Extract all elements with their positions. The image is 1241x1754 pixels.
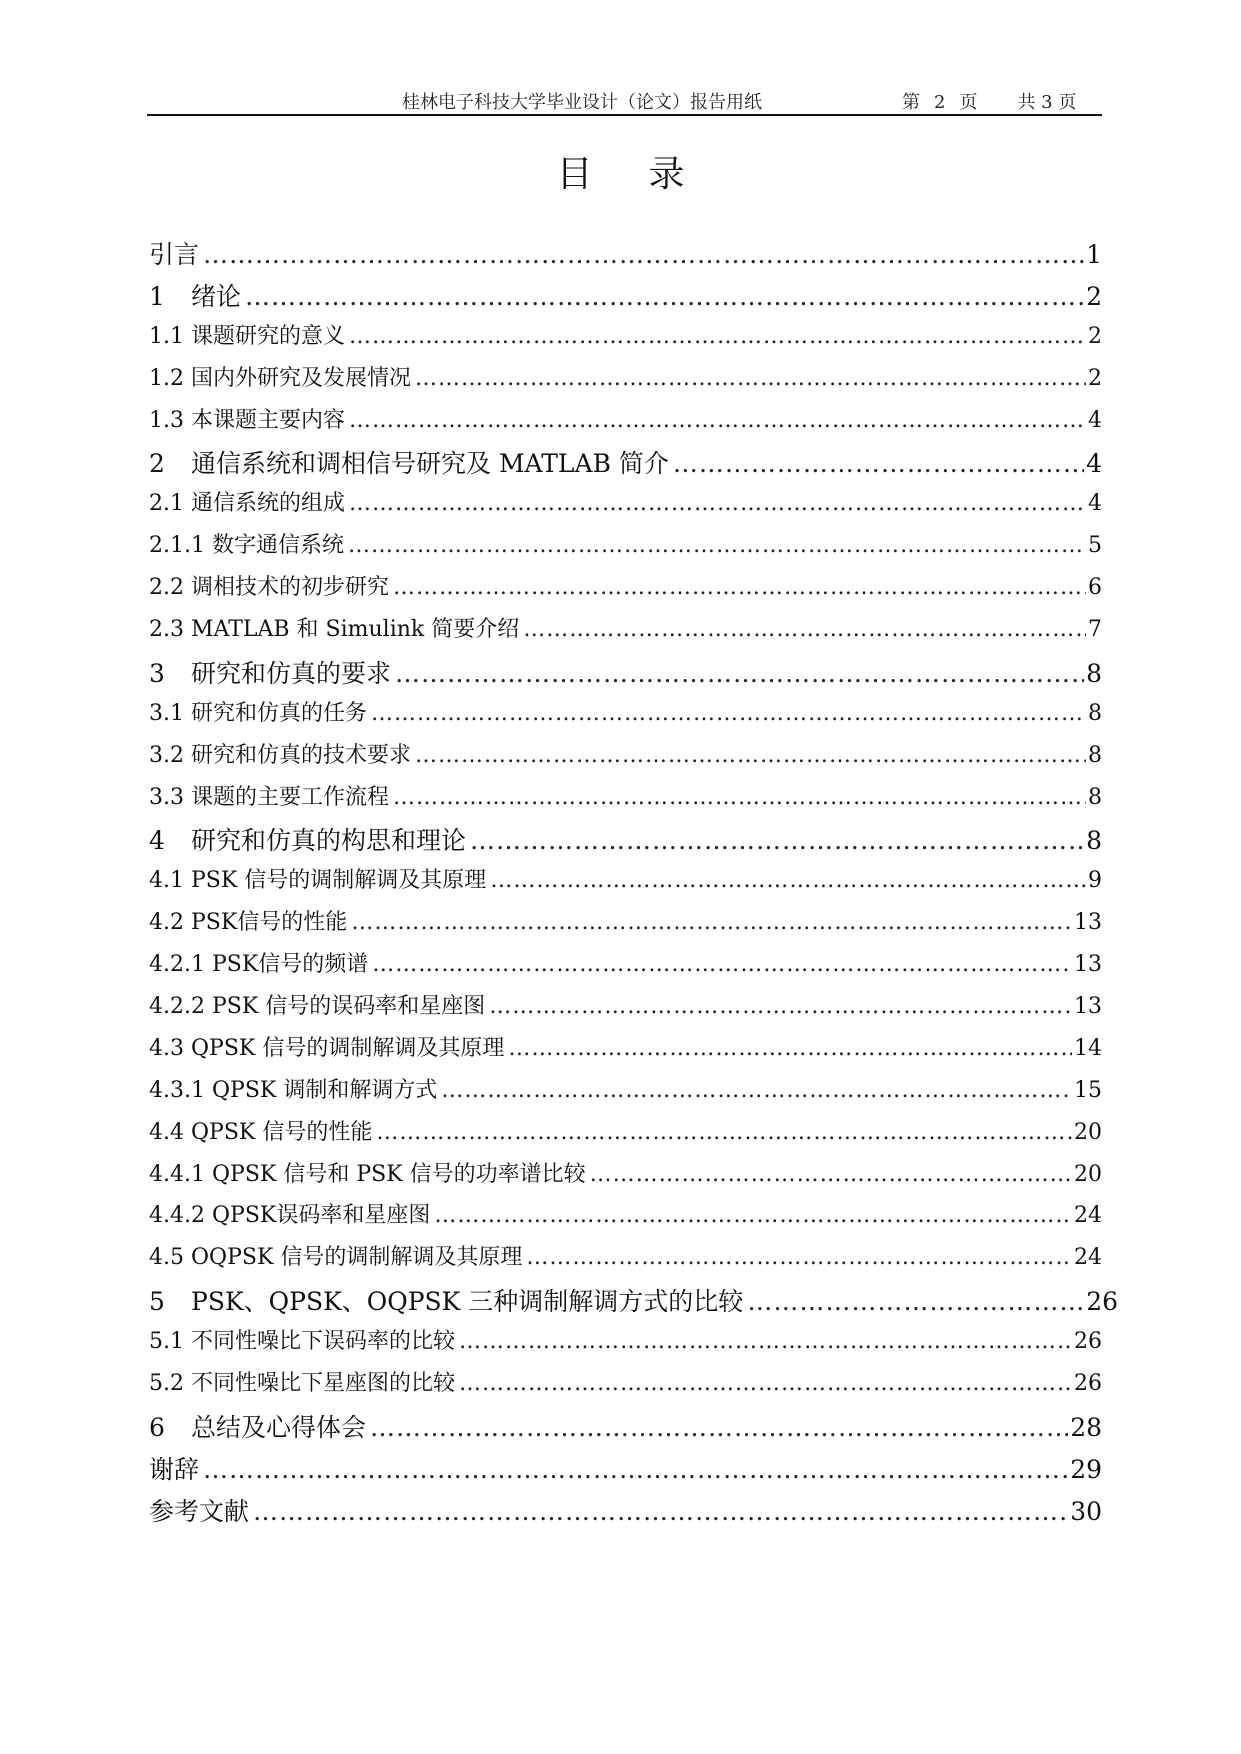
toc-entry[interactable] (149, 1198, 1102, 1240)
toc-entry-label (149, 1157, 590, 1188)
toc-entry-number: 5 (149, 1287, 165, 1317)
toc-entry-label (149, 403, 349, 434)
school-title: 桂林电子科技大学毕业设计（论文）报告用纸 (402, 92, 762, 113)
toc-entry-title: QPSK 信号的调制解调及其原理 (191, 1035, 505, 1061)
toc-entry-label (149, 1366, 459, 1397)
page-suffix: 页 (959, 92, 978, 113)
dot-leader (590, 1162, 1072, 1187)
toc-entry[interactable] (149, 821, 1102, 863)
dot-leader (393, 575, 1086, 600)
toc-entry-label (149, 780, 393, 811)
toc-entry[interactable] (149, 612, 1102, 654)
toc-entry-number: 4.2.1 (149, 952, 205, 978)
toc-entry-title: 研究和仿真的任务 (191, 700, 368, 726)
toc-entry[interactable] (149, 1366, 1102, 1408)
toc-entry-number: 2.2 (149, 575, 184, 601)
dot-leader (372, 952, 1072, 977)
toc-entry-title: QPSK 信号的性能 (191, 1119, 373, 1145)
toc-entry-label (149, 570, 393, 601)
toc-entry[interactable] (149, 947, 1102, 989)
toc-entry[interactable] (149, 738, 1102, 780)
dot-leader (393, 785, 1086, 810)
toc-entry-number: 3 (149, 658, 165, 688)
toc-entry-title: MATLAB 和 Simulink 简要介绍 (191, 617, 520, 643)
dot-leader (441, 1078, 1072, 1103)
toc-entry-title: 研究和仿真的构思和理论 (191, 826, 467, 856)
toc-entry-label (149, 1115, 376, 1146)
dot-leader (253, 1497, 1068, 1526)
toc-entry[interactable] (149, 1031, 1102, 1073)
toc-entry-page: 1 (1086, 240, 1102, 269)
toc-entry-page: 2 (1088, 323, 1102, 349)
toc-entry-title: PSK、QPSK、OQPSK 三种调制解调方式的比较 (191, 1287, 744, 1317)
toc-entry-number: 4.4.2 (149, 1203, 205, 1229)
toc-entry-title: QPSK 调制和解调方式 (211, 1077, 438, 1103)
toc-entry-title: PSK信号的性能 (191, 910, 348, 936)
toc-entry[interactable] (149, 654, 1102, 696)
dot-leader (523, 617, 1086, 642)
dot-leader (489, 994, 1072, 1019)
toc-entry-title: 参考文献 (149, 1496, 250, 1526)
toc-entry[interactable] (149, 1492, 1102, 1534)
toc-entry-label (149, 1031, 508, 1062)
toc-entry-number: 5.2 (149, 1371, 184, 1397)
toc-entry-page: 26 (1074, 1329, 1102, 1355)
toc-entry-page: 4 (1088, 407, 1102, 433)
dot-leader (348, 533, 1086, 558)
toc-entry-page: 30 (1070, 1496, 1102, 1526)
dot-leader (508, 1036, 1072, 1061)
toc-entry[interactable] (149, 1324, 1102, 1366)
dot-leader (245, 282, 1084, 311)
toc-entry-number: 4.1 (149, 868, 184, 894)
toc-entry-page: 8 (1086, 826, 1102, 856)
toc-entry-number: 4.4 (149, 1119, 184, 1145)
toc-entry-title: QPSK误码率和星座图 (211, 1203, 431, 1229)
toc-entry-label (149, 1492, 253, 1528)
toc-entry-label (149, 612, 523, 643)
dot-leader (349, 491, 1086, 516)
toc-entry-page: 28 (1070, 1412, 1102, 1442)
toc-entry-title: 研究和仿真的技术要求 (191, 742, 412, 768)
dot-leader (490, 868, 1086, 893)
toc-entry-number: 4.4.1 (149, 1161, 205, 1187)
toc-entry-title: 通信系统和调相信号研究及 MATLAB 简介 (191, 449, 669, 479)
toc-entry-page: 4 (1088, 491, 1102, 517)
dot-leader (526, 1245, 1072, 1270)
toc-entry-title: 课题研究的意义 (191, 323, 346, 349)
dot-leader (370, 1413, 1068, 1442)
dot-leader (459, 1371, 1072, 1396)
dot-leader (203, 240, 1084, 269)
page-prefix: 第 (902, 92, 920, 113)
toc-entry[interactable] (149, 403, 1102, 445)
toc-entry-page: 4 (1086, 449, 1102, 479)
toc-entry-page: 8 (1086, 658, 1102, 688)
toc-entry-label (149, 319, 349, 350)
toc-entry[interactable] (149, 863, 1102, 905)
toc-entry-number: 2.1.1 (149, 533, 205, 559)
toc-entry-label (149, 361, 415, 392)
toc-entry[interactable] (149, 696, 1102, 738)
toc-entry-number: 4.2 (149, 910, 184, 936)
toc-entry-number: 2.3 (149, 617, 184, 643)
dot-leader (371, 701, 1086, 726)
toc-entry-number: 1 (149, 281, 165, 311)
toc-entry-page: 5 (1088, 533, 1102, 559)
page-header (147, 86, 1102, 116)
toc-entry-number: 2.1 (149, 491, 184, 517)
toc-entry-page: 13 (1074, 910, 1102, 936)
dot-leader (395, 659, 1084, 688)
toc-entry-page: 26 (1074, 1371, 1102, 1397)
page-title: 目录 (556, 154, 741, 195)
toc-entry[interactable] (149, 444, 1102, 486)
dot-leader (415, 366, 1086, 391)
toc-entry-label (149, 1240, 526, 1271)
toc-entry-page: 9 (1088, 868, 1102, 894)
toc-entry-page: 7 (1088, 617, 1102, 643)
toc-entry[interactable] (149, 1157, 1102, 1199)
toc-entry-label (149, 235, 203, 271)
toc-entry-page: 8 (1088, 784, 1102, 810)
toc-entry-label (149, 1073, 441, 1104)
toc-entry-label (149, 1282, 747, 1318)
toc-entry-page: 8 (1088, 700, 1102, 726)
toc-entry[interactable] (149, 1240, 1102, 1282)
toc-entry-label (149, 654, 395, 690)
toc-entry-title: 通信系统的组成 (191, 491, 346, 517)
toc-entry[interactable] (149, 528, 1102, 570)
toc-entry-label (149, 989, 489, 1020)
toc-entry[interactable] (149, 1450, 1102, 1492)
dot-leader (351, 910, 1072, 935)
toc-entry[interactable] (149, 361, 1102, 403)
toc-entry[interactable] (149, 235, 1102, 277)
toc-entry-title: 引言 (149, 240, 200, 269)
total-pages: 共 3 页 (1017, 92, 1077, 113)
toc-entry-title: 谢辞 (149, 1454, 200, 1484)
dot-leader (434, 1203, 1072, 1228)
toc-entry-label (149, 696, 371, 727)
toc-entry-title: 课题的主要工作流程 (191, 784, 390, 810)
toc-entry-number: 1.3 (149, 407, 184, 433)
dot-leader (349, 408, 1086, 433)
toc-entry-page: 29 (1070, 1454, 1102, 1484)
toc-entry[interactable] (149, 570, 1102, 612)
toc-entry-label (149, 863, 490, 894)
toc-entry-page: 8 (1088, 742, 1102, 768)
page-number: 2 (934, 92, 946, 113)
toc-entry-label (149, 277, 245, 313)
toc-entry[interactable] (149, 1073, 1102, 1115)
toc-entry-title: 调相技术的初步研究 (191, 575, 390, 601)
toc-entry-label (149, 1408, 370, 1444)
toc-entry-number: 1.2 (149, 365, 184, 391)
toc-entry-page: 2 (1088, 365, 1102, 391)
toc-entry-title: 绪论 (191, 281, 242, 311)
toc-entry-page: 13 (1074, 994, 1102, 1020)
dot-leader (349, 324, 1086, 349)
toc-entry-page: 14 (1074, 1035, 1102, 1061)
dot-leader (376, 1120, 1072, 1145)
toc-entry-title: QPSK 信号和 PSK 信号的功率谱比较 (211, 1161, 586, 1187)
toc-entry-label (149, 947, 372, 978)
toc-entry[interactable] (149, 905, 1102, 947)
toc-entry-page: 6 (1088, 575, 1102, 601)
toc-entry-title: 不同性噪比下误码率的比较 (191, 1329, 456, 1355)
toc-entry-page: 13 (1074, 952, 1102, 978)
toc-entry-label (149, 444, 673, 480)
toc-entry[interactable] (149, 486, 1102, 528)
toc-entry-label (149, 738, 415, 769)
dot-leader (747, 1287, 1084, 1316)
page-info (902, 88, 1076, 114)
toc-entry-title: 本课题主要内容 (191, 407, 346, 433)
toc-entry-label (149, 1324, 459, 1355)
toc-entry-label (149, 528, 348, 559)
toc-entry-title: 数字通信系统 (211, 533, 344, 559)
toc-entry-page: 20 (1074, 1161, 1102, 1187)
toc-entry-page: 24 (1074, 1245, 1102, 1271)
toc-entry-title: OQPSK 信号的调制解调及其原理 (191, 1245, 523, 1271)
dot-leader (459, 1329, 1072, 1354)
toc-entry-number: 4.3 (149, 1035, 184, 1061)
toc-entry-number: 4 (149, 826, 165, 856)
toc-entry-label (149, 1450, 203, 1486)
toc-entry-number: 5.1 (149, 1329, 184, 1355)
toc-entry[interactable] (149, 319, 1102, 361)
toc-entry-number: 4.5 (149, 1245, 184, 1271)
dot-leader (470, 826, 1084, 855)
toc-entry-title: 研究和仿真的要求 (191, 658, 392, 688)
dot-leader (673, 449, 1084, 478)
toc-entry-label (149, 486, 349, 517)
toc-entry[interactable] (149, 780, 1102, 822)
toc-entry-number: 4.2.2 (149, 994, 205, 1020)
toc-entry-title: PSK 信号的调制解调及其原理 (191, 868, 487, 894)
toc-entry-number: 1.1 (149, 323, 184, 349)
toc-entry-title: PSK 信号的误码率和星座图 (211, 994, 486, 1020)
toc-entry-number: 3.3 (149, 784, 184, 810)
toc-entry-number: 4.3.1 (149, 1077, 205, 1103)
toc-entry-page: 2 (1086, 281, 1102, 311)
toc-entry-page: 15 (1074, 1077, 1102, 1103)
toc-entry-label (149, 1198, 434, 1229)
toc-entry-page: 26 (1086, 1287, 1118, 1317)
toc-entry-page: 20 (1074, 1119, 1102, 1145)
dot-leader (203, 1455, 1068, 1484)
table-of-contents (149, 235, 1118, 1534)
toc-entry-number: 3.2 (149, 742, 184, 768)
toc-entry[interactable] (149, 277, 1102, 319)
toc-entry-title: 不同性噪比下星座图的比较 (191, 1371, 456, 1397)
toc-entry-number: 6 (149, 1412, 165, 1442)
toc-entry-page: 24 (1074, 1203, 1102, 1229)
toc-entry[interactable] (149, 989, 1102, 1031)
toc-entry[interactable] (149, 1115, 1102, 1157)
toc-entry[interactable] (149, 1282, 1118, 1324)
toc-entry-title: 总结及心得体会 (191, 1412, 367, 1442)
toc-entry-title: PSK信号的频谱 (211, 952, 369, 978)
toc-entry-label (149, 821, 470, 857)
toc-entry-number: 3.1 (149, 700, 184, 726)
toc-entry-label (149, 905, 351, 936)
toc-entry-title: 国内外研究及发展情况 (191, 365, 412, 391)
dot-leader (415, 743, 1086, 768)
toc-entry-number: 2 (149, 449, 165, 479)
toc-entry[interactable] (149, 1408, 1102, 1450)
